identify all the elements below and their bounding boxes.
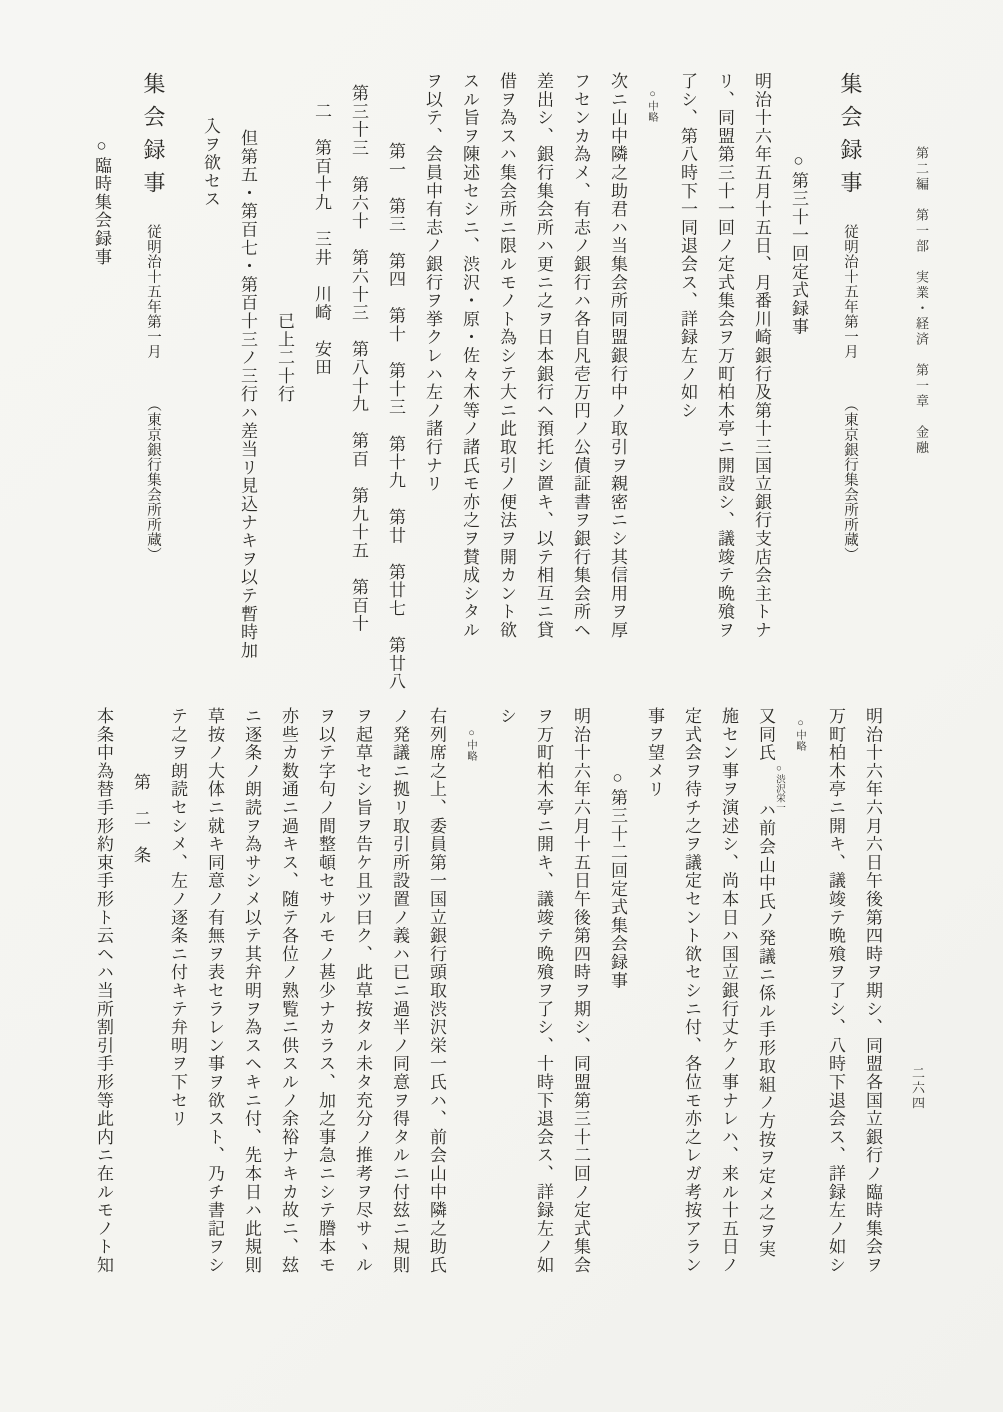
- document-title-column: [827, 72, 873, 677]
- text-column: 差出シ、銀行集会所ハ更ニ之ヲ日本銀行ヘ預托シ置キ、以テ相互ニ貸: [534, 72, 553, 640]
- proviso-column: 但第五・第百七・第百十三ノ三行ハ差当リ見込ナキヲ以テ暫時加: [238, 129, 257, 660]
- document-subtitle: 従明治十五年第一月: [145, 224, 161, 359]
- speaker-rest: ハ前会山中氏ノ発議ニ係ル手形取組ノ方按ヲ定メ之ヲ実: [756, 800, 775, 1259]
- warichu-annotation: ○渋沢栄一: [774, 763, 784, 812]
- document-title-column: [130, 72, 176, 677]
- text-column: ニ逐条ノ朗読ヲ為サシメ以テ其弁明ヲ為スヘキニ付、先本日ハ此規則: [242, 707, 261, 1275]
- bottom-text-block: [85, 707, 891, 1327]
- document-subtitle: 従明治十五年第一月: [842, 224, 858, 359]
- text-column: 了シ、第八時下一同退会ス、詳録左ノ如シ: [678, 72, 697, 420]
- text-column: テ之ヲ朗読セシメ、左ノ逐条ニ付キテ弁明ヲ下セリ: [168, 707, 187, 1128]
- text-column: ヲ起草セシ旨ヲ告ケ且ツ曰ク、此草按タル未タ充分ノ推考ヲ尽サヽル: [353, 707, 372, 1275]
- text-column: フセンカ為メ、有志ノ銀行ハ各自凡壱万円ノ公債証書ヲ銀行集会所ヘ: [571, 72, 590, 640]
- bank-list-column: 第一 第三 第四 第十 第十三 第十九 第廿 第廿七 第廿八: [386, 142, 405, 691]
- document-title: 集会録事: [141, 72, 166, 204]
- document-source: （東京銀行集会所所蔵）: [842, 397, 858, 562]
- text-column: リ、同盟第三十一回ノ定式集会ヲ万町柏木亭ニ開設シ、議竣テ晩飱ヲ: [715, 72, 734, 640]
- bank-list-column: 第三十三 第六十 第六十三 第八十九 第百 第九十五 第百十: [349, 84, 368, 633]
- speaker-lead: 又同氏: [756, 707, 775, 762]
- text-column: 本条中為替手形約束手形ト云ヘハ当所割引手形等此内ニ在ルモノト知: [94, 707, 113, 1275]
- document-title: 集会録事: [838, 72, 863, 204]
- text-column: 亦些カ数通ニ過キス、随テ各位ノ熟覧ニ供スルノ余裕ナキカ故ニ、玆: [279, 707, 298, 1275]
- section-heading: ○臨時集会録事: [92, 136, 111, 267]
- text-column: ヲ以テ字句ノ間整頓セサルモノ甚少ナカラス、加之事急ニシテ謄本モ: [316, 707, 335, 1275]
- text-column: 明治十六年五月十五日、月番川崎銀行及第十三国立銀行支店会主トナ: [752, 72, 771, 640]
- section-heading: ○第三十一回定式録事: [789, 151, 808, 336]
- article-heading: 第 二 条: [131, 773, 150, 865]
- text-column: シ: [497, 707, 516, 726]
- page-number: 二六四: [910, 1066, 925, 1111]
- text-column: 明治十六年六月十五日午後第四時ヲ期シ、同盟第三十二回ノ定式集会: [571, 707, 590, 1275]
- text-column: ヲ以テ、会員中有志ノ銀行ヲ挙クレハ左ノ諸行ナリ: [423, 72, 442, 493]
- omission-note: ○中略: [647, 89, 658, 123]
- text-column: 万町柏木亭ニ開キ、議竣テ晩飱ヲ了シ、八時下退会ス、詳録左ノ如シ: [826, 707, 845, 1275]
- text-column: 右列席之上、委員第一国立銀行頭取渋沢栄一氏ハ、前会山中隣之助氏: [427, 707, 446, 1275]
- omission-note: ○中略: [466, 728, 477, 762]
- text-column: 借ヲ為スハ集会所ニ限ルモノト為シテ大ニ此取引ノ便法ヲ開カント欲: [497, 72, 516, 640]
- text-column: 次ニ山中隣之助君ハ当集会所同盟銀行中ノ取引ヲ親密ニシ其信用ヲ厚: [608, 72, 627, 640]
- text-column: 事ヲ望メリ: [645, 707, 664, 799]
- section-heading: ○第三十二回定式集会録事: [608, 768, 627, 990]
- running-header: 第二編 第一部 実業・経済 第一章 金融: [914, 146, 929, 456]
- top-text-block: [83, 72, 873, 691]
- bank-list-column: 二 第百十九 三井 川崎 安田: [312, 102, 331, 377]
- text-column: 施セン事ヲ演述シ、尚本日ハ国立銀行丈ケノ事ナレハ、来ル十五日ノ: [719, 707, 738, 1275]
- text-column: 明治十六年六月六日午後第四時ヲ期シ、同盟各国立銀行ノ臨時集会ヲ: [863, 707, 882, 1275]
- text-column: スル旨ヲ陳述セシニ、渋沢・原・佐々木等ノ諸氏モ亦之ヲ賛成シタル: [460, 72, 479, 640]
- omission-note: ○中略: [795, 718, 806, 752]
- speaker-column: [747, 707, 784, 1327]
- text-column: 草按ノ大体ニ就キ同意ノ有無ヲ表セラレン事ヲ欲スト、乃チ書記ヲシ: [205, 707, 224, 1275]
- proviso-column: 入ヲ欲セス: [201, 117, 220, 209]
- bank-list-total: 已上二十行: [275, 312, 294, 404]
- document-source: （東京銀行集会所所蔵）: [145, 397, 161, 562]
- text-column: 定式会ヲ待チ之ヲ議定セント欲セシニ付、各位モ亦之レガ考按アラン: [682, 707, 701, 1275]
- text-column: ノ発議ニ拠リ取引所設置ノ義ハ已ニ過半ノ同意ヲ得タルニ付玆ニ規則: [390, 707, 409, 1275]
- text-column: ヲ万町柏木亭ニ開キ、議竣テ晩飱ヲ了シ、十時下退会ス、詳録左ノ如: [534, 707, 553, 1275]
